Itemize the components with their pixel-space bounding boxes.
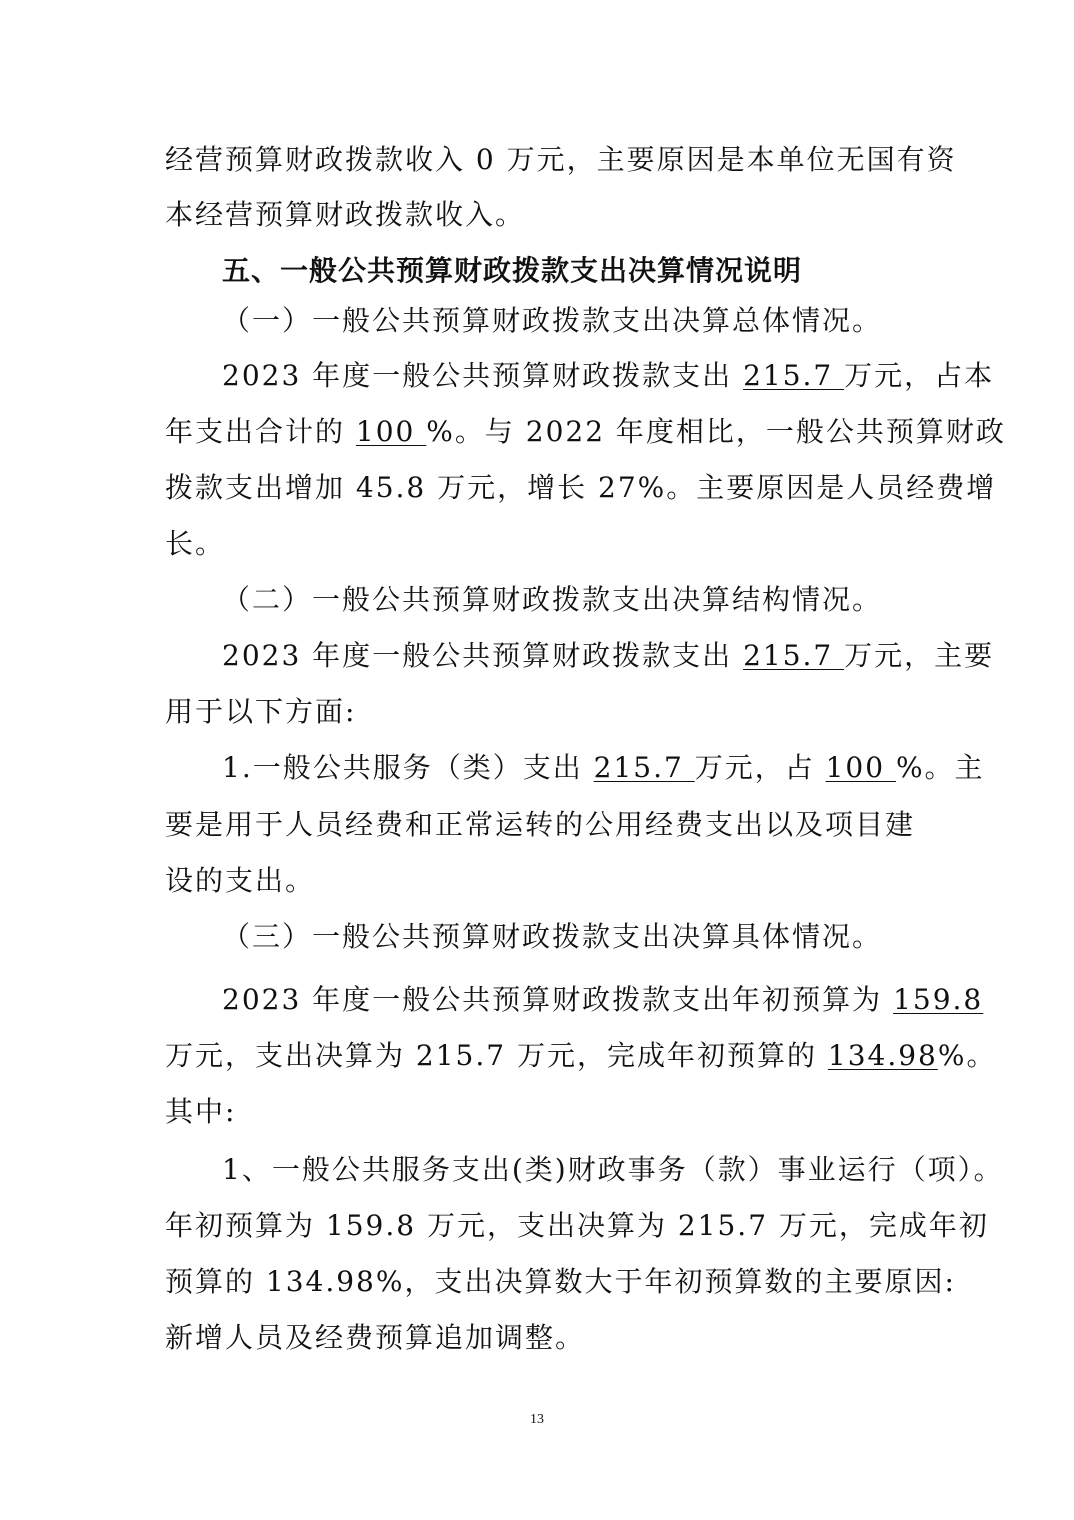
body-line: 其中: (165, 1095, 237, 1128)
subsection-heading: （二）一般公共预算财政拨款支出决算结构情况。 (222, 583, 883, 616)
section-heading: 五、一般公共预算财政拨款支出决算情况说明 (222, 254, 803, 287)
body-line: 经营预算财政拨款收入 0 万元，主要原因是本单位无国有资 (165, 143, 957, 176)
underlined-value: 100 (825, 751, 896, 784)
body-line: 拨款支出增加 45.8 万元，增长 27%。主要原因是人员经费增 (165, 471, 997, 504)
body-line: 设的支出。 (165, 864, 316, 897)
body-line: 1.一般公共服务（类）支出 215.7 万元，占 100 %。主 (222, 751, 985, 784)
underlined-value: 215.7 (593, 751, 695, 784)
body-line: 本经营预算财政拨款收入。 (165, 198, 526, 231)
underlined-value: 134.98 (827, 1039, 938, 1072)
body-line: 新增人员及经费预算追加调整。 (165, 1321, 586, 1354)
body-line: 要是用于人员经费和正常运转的公用经费支出以及项目建 (165, 808, 916, 841)
body-line: 年支出合计的 100 %。与 2022 年度相比，一般公共预算财政 (165, 415, 1006, 448)
body-line: 年初预算为 159.8 万元，支出决算为 215.7 万元，完成年初 (165, 1209, 989, 1242)
body-line: 2023 年度一般公共预算财政拨款支出 215.7 万元，占本 (222, 359, 995, 392)
subsection-heading: （一）一般公共预算财政拨款支出决算总体情况。 (222, 304, 883, 337)
body-line: 用于以下方面: (165, 695, 357, 728)
body-line: 2023 年度一般公共预算财政拨款支出年初预算为 159.8 (222, 983, 984, 1016)
body-line: 2023 年度一般公共预算财政拨款支出 215.7 万元，主要 (222, 639, 995, 672)
subsection-heading: （三）一般公共预算财政拨款支出决算具体情况。 (222, 920, 883, 953)
body-line: 1、一般公共服务支出(类)财政事务（款）事业运行（项）。 (222, 1153, 1004, 1186)
underlined-value: 159.8 (893, 983, 984, 1016)
body-line: 长。 (165, 527, 226, 560)
underlined-value: 215.7 (743, 359, 845, 392)
underlined-value: 215.7 (743, 639, 845, 672)
underlined-value: 100 (355, 415, 427, 448)
body-line: 万元，支出决算为 215.7 万元，完成年初预算的 134.98%。 (165, 1039, 997, 1072)
page-number: 13 (530, 1412, 544, 1427)
body-line: 预算的 134.98%，支出决算数大于年初预算数的主要原因: (165, 1265, 956, 1298)
